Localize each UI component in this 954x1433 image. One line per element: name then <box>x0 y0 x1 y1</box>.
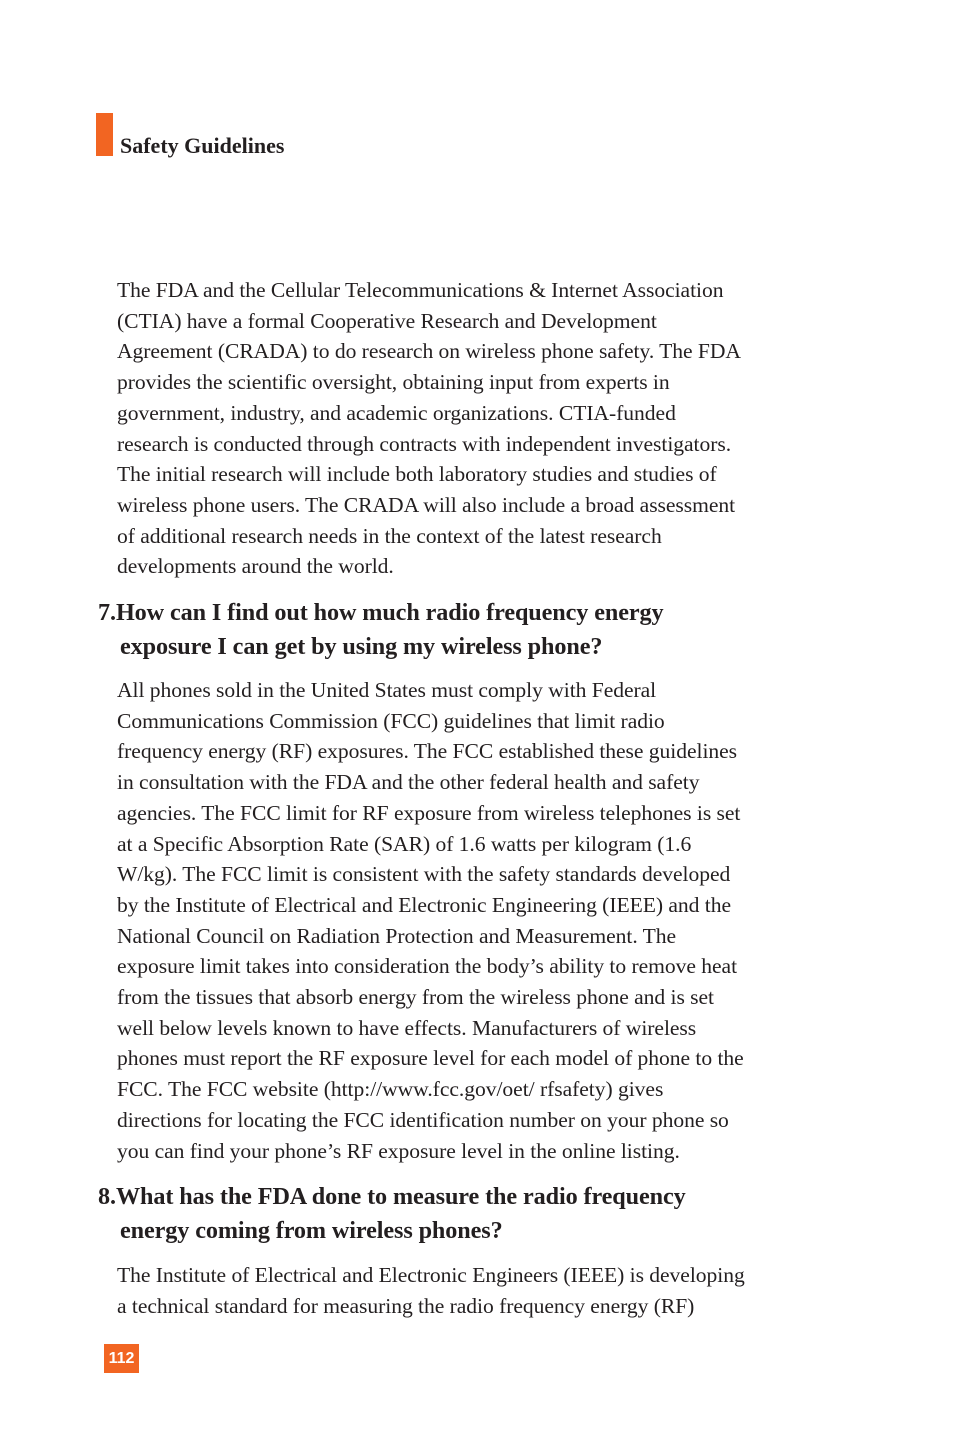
paragraph-line: well below levels known to have effects. Manufacturers of wireless <box>117 1015 697 1040</box>
question-line: exposure I can get by using my wireless phone? <box>120 632 603 660</box>
intro-paragraph <box>117 275 845 582</box>
question-line: 8.What has the FDA done to measure the radio frequency <box>98 1183 686 1210</box>
question-7-answer <box>117 675 845 1166</box>
paragraph-line: (CTIA) have a formal Cooperative Research and Development <box>117 308 657 333</box>
paragraph-line: The FDA and the Cellular Telecommunications & Internet Association <box>117 278 724 302</box>
question-8-answer <box>117 1260 845 1321</box>
header-accent-bar <box>96 113 113 156</box>
paragraph-line: frequency energy (RF) exposures. The FCC established these guidelines <box>117 739 738 764</box>
question-7-heading <box>98 596 663 663</box>
paragraph-line: by the Institute of Electrical and Electronic Engineering (IEEE) and the <box>117 892 731 917</box>
section-title: Safety Guidelines <box>120 133 285 158</box>
paragraph-line: a technical standard for measuring the radio frequency energy (RF) <box>117 1293 695 1318</box>
paragraph-line: agencies. The FCC limit for RF exposure from wireless telephones is set <box>117 800 741 825</box>
paragraph-line: research is conducted through contracts with independent investigators. <box>117 431 732 456</box>
paragraph-line: The initial research will include both laboratory studies and studies of <box>117 462 717 487</box>
page-number: 112 <box>104 1344 139 1373</box>
paragraph-line: of additional research needs in the context of the latest research <box>117 523 662 548</box>
paragraph-line: at a Specific Absorption Rate (SAR) of 1.6 watts per kilogram (1.6 <box>117 831 692 856</box>
paragraph-line: provides the scientific oversight, obtaining input from experts in <box>117 370 670 395</box>
paragraph-line: directions for locating the FCC identification number on your phone so <box>117 1107 729 1132</box>
paragraph-line: National Council on Radiation Protection and Measurement. The <box>117 923 677 948</box>
paragraph-line: wireless phone users. The CRADA will also include a broad assessment <box>117 492 736 517</box>
question-8-heading <box>98 1180 686 1247</box>
paragraph-line: Agreement (CRADA) to do research on wireless phone safety. The FDA <box>117 339 741 364</box>
paragraph-line: government, industry, and academic organizations. CTIA-funded <box>117 400 676 425</box>
question-line: 7.How can I find out how much radio frequency energy <box>98 599 664 626</box>
paragraph-line: developments around the world. <box>117 554 394 579</box>
paragraph-line: you can find your phone’s RF exposure level in the online listing. <box>117 1138 680 1163</box>
paragraph-line: exposure limit takes into consideration the body’s ability to remove heat <box>117 954 738 979</box>
paragraph-line: from the tissues that absorb energy from the wireless phone and is set <box>117 985 714 1010</box>
paragraph-line: All phones sold in the United States must comply with Federal <box>117 678 657 702</box>
paragraph-line: W/kg). The FCC limit is consistent with the safety standards developed <box>117 862 731 887</box>
question-line: energy coming from wireless phones? <box>120 1216 503 1244</box>
paragraph-line: phones must report the RF exposure level for each model of phone to the <box>117 1046 744 1071</box>
paragraph-line: FCC. The FCC website (http://www.fcc.gov/oet/ rfsafety) gives <box>117 1077 664 1102</box>
paragraph-line: in consultation with the FDA and the other federal health and safety <box>117 770 700 795</box>
paragraph-line: Communications Commission (FCC) guidelines that limit radio <box>117 708 665 733</box>
paragraph-line: The Institute of Electrical and Electronic Engineers (IEEE) is developing <box>117 1263 745 1287</box>
